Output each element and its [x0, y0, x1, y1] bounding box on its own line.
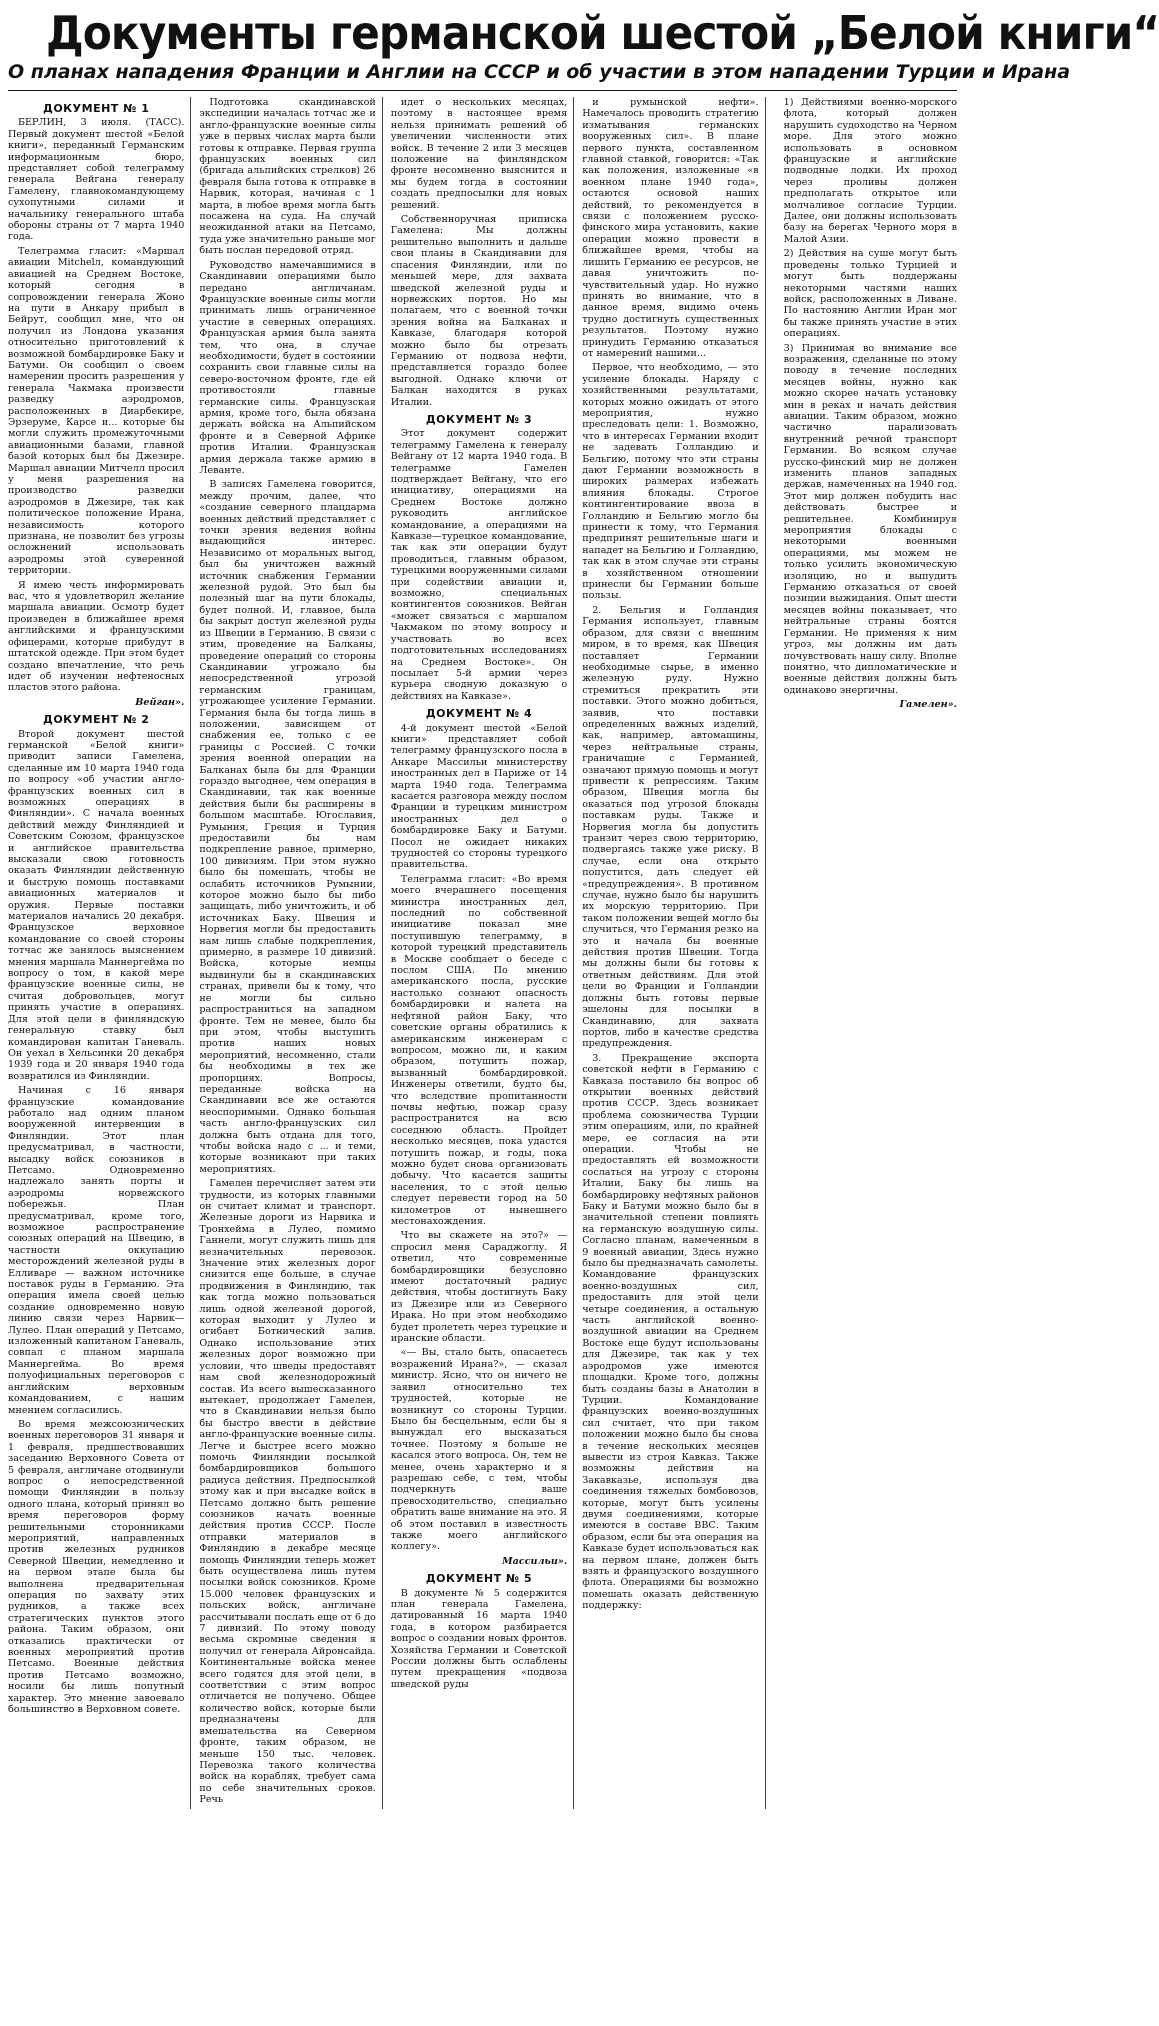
article-paragraph: БЕРЛИН, 3 июля. (ТАСС). Первый документ шестой «Белой книги», переданный Германским информационным бюро, представляет собой телеграмму генерала Вейгана генералу Гамелену, главнокомандующему сухопутными силами и начальнику генерального штаба обороны страны от 7 марта 1940 года.: [8, 117, 185, 243]
article-paragraph: В записях Гамелена говорится, между прочим, далее, что «создание северного плацдарма военных действий представляет с точки зрения ведения войны выдающийся интерес. Независимо от моральных выгод, был бы уничтожен важный источник снабжения Германии железной рудой. Это был бы полезный шаг на пути блокады, будет полной. И, главное, была бы закрыт доступ железной руды из Швеции в Германию. В связи с этим, проведение на Балканы, проведение операций со стороны Скандинавии угрожало бы непосредственной угрозой германским границам, угрожающее усиление Германии. Германия была бы тогда лишь в положении, зависящем от снабжения ее, только с ее границы с Россией. С точки зрения военной операции на Балканах была бы для Франции гораздо выгоднее, чем операция в Скандинавии, так как военные действия были бы расширены в большом масштабе. Югославия, Румыния, Греция и Турция предоставили бы нам подкрепление равное, примерно, 100 дивизиям. При этом нужно было бы помешать, чтобы не ослабить источников Румынии, которое можно было бы либо защищать, либо уничтожить, и об источниках Баку. Швеция и Норвегия могли бы предоставить нам лишь слабые подкрепления, примерно, в размере 10 дивизий. Войска, которые немцы выдвинули бы в скандинавских странах, привели бы к тому, что не могли бы сильно распространиться на западном фронте. Тем не менее, было бы при этом, чтобы выступить против наших новых мероприятий, несомненно, стали бы необходимы в тех же пропорциях. Вопросы, переданные войска на Скандинавии все же остаются неоспоримыми. Однако большая часть англо-французских сил должна быть отдана для того, чтобы войска надо с ... и теми, которые возникают при таких мероприятиях.: [199, 479, 376, 1175]
article-paragraph: Первое, что необходимо, — это усиление блокады. Наряду с хозяйственными результатами, которых можно ожидать от этого мероприятия, нужно преследовать цели: 1. Возможно, что в интересах Германии входит не задевать Голландию и Бельгию, потому что эти страны дают Германии возможность в широких размерах избежать влияния блокады. Строгое контингентирование ввоза в Голландию и Бельгию могло бы принести к тому, что Германия предпринят решительные шаги и нападет на Бельгию и Голландию, так как в этом случае эти страны в хозяйственном отношении принесли бы Германии больше пользы.: [582, 362, 759, 602]
article-paragraph: Подготовка скандинавской экспедиции началась тотчас же и англо-французские военные силы уже в первых числах марта были готовы к отправке. Первая группа французских военных сил (бригада альпийских стрелков) 26 февраля была готова к отправке в Нарвик, которая, начиная с 1 марта, в любое время могла быть посажена на суда. На случай неожиданной атаки на Петсамо, туда уже значительно раньше мог быть послан передовой отряд.: [199, 97, 376, 257]
signature: Массильи».: [502, 1555, 568, 1567]
column-1: [8, 97, 191, 1809]
article-paragraph: Телеграмма гласит: «Маршал авиации Мitchelл, командующий авиацией на Среднем Востоке, который сегодня в сопровождении генерала Жоно на пути в Анкару прибыл в Бейрут, сообщил мне, что он получил из Лондона указания относительно приготовлений к возможной бомбардировке Баку и Батуми. Он сообщил о своем намерении просить разрешения у генерала Чакмака произвести разведку аэродромов, расположенных в Диарбекире, Эрзеруме, Карсе и... которые бы могли служить промежуточными авиационными базами, главной базой которых был бы Джезире. Маршал авиации Митчелл просил у меня разрешения на производство разведки аэродромов в Джезире, так как политическое положение Ирана, независимость которого признана, не позволит без угрозы осложнений использовать аэродромы этой суверенной территории.: [8, 245, 185, 577]
article-paragraph: 3) Принимая во внимание все возражения, сделанные по этому поводу в течение последних месяцев войны, нужно как можно скорее начать установку мин в реках и начать действия авиации. Таким образом, можно частично парализовать внутренний речной транспорт Германии. Во всяком случае русско-финский мир не должен изменить планов западных держав, намеченных на 1940 год. Этот мир должен побудить нас действовать быстрее и решительнее. Комбинируя мероприятия блокады с некоторыми военными операциями, мы можем не только усилить экономическую изоляцию, но и выпудить Германию отказаться от своей позиции выжидания. Опыт шести месяцев войны показывает, что нейтральные страны боятся Германии. Не применяя к ним угроз, мы должны им дать почувствовать нашу силу. Вполне понятно, что дипломатические и военные действия должны быть одинаково энергичны.: [783, 342, 957, 696]
article-paragraph: В документе № 5 содержится план генерала Гамелена, датированный 16 марта 1940 года, в котором разбирается вопрос о создании новых фронтов. Хозяйства Германии и Советской России должны быть ослаблены путем прекращения «подвоза шведской руды: [390, 1587, 568, 1690]
article-paragraph: Этот документ содержит телеграмму Гамелена к генералу Вейгану от 12 марта 1940 года. В телеграмме Гамелен подтверждает Вейгану, что его инициативу, операциями на Среднем Востоке должно руководить английское командование, а операциями на Кавказе—турецкое командование, так как эти операции будут проводиться, главным образом, турецкими вооруженными силами при содействии авиации и, возможно, специальных контингентов союзников. Вейган «может связаться с маршалом Чакмаком по этому вопросу и участвовать во всех подготовительных исследованиях на Среднем Востоке». Он посылает 5-й армии через курьера сводную доказную о действиях на Кавказе».: [390, 428, 568, 702]
article-paragraph: Что вы скажете на это?» — спросил меня Сараджоглу. Я ответил, что современные бомбардировщики безусловно имеют достаточный радиус действия, чтобы достигнуть Баку из Джезире или из Северного Ирака. Но при этом необходимо будет пролететь через турецкие и иранские области.: [390, 1230, 568, 1345]
page-subtitle: О планах нападения Франции и Англии на СССР и об участии в этом нападении Турции и Ирана: [8, 61, 1071, 83]
article-paragraph: Телеграмма гласит: «Во время моего вчерашнего посещения министра иностранных дел, последний по собственной инициативе показал мне поступившую телеграмму, в которой турецкий представитель в Москве сообщает о беседе с послом США. По мнению американского посла, русские настолько сознают опасность бомбардировки и налета на нефтяной район Баку, что советские органы обратились к американским инженерам с вопросом, можно ли, и каким образом, потушить пожар, вызванный бомбардировкой. Инженеры ответили, будто бы, что вследствие пропитанности почвы нефтью, пожар сразу распространится на всю соседнюю область. Пройдет несколько месяцев, пока удастся потушить пожар, и годы, пока можно будет снова организовать добычу. Что касается защиты населения, то с этой целью следует перевести город на 50 километров от нынешнего местонахождения.: [390, 873, 568, 1227]
article-paragraph: и румынской нефти». Намечалось проводить стратегию изматывания германских вооруженных сил». В плане первого пункта, составленном главной ставкой, говорится: «Так как положения, изложенные «в военном плане 1940 года», остаются основой наших действий, то рекомендуется в связи с положением русско-финского мира установить, какие операции можно провести в ближайшее время, чтобы на лишить Германию ее ресурсов, не давая уничтожить по-чувствительный удар. Но нужно принять во внимание, что в данное время, видимо очень трудно достигнуть существенных результатов. Поэтому нужно принудить Германию отказаться от намерений нашими...: [582, 97, 759, 359]
article-paragraph: «— Вы, стало быть, опасаетесь возражений Ирана?», — сказал министр. Ясно, что он ничего не заявил относительно тех трудностей, которые не возникнут со стороны Турции. Было бы бесцельным, если бы я вынуждал его высказаться точнее. Поэтому я больше не касался этого вопроса. Он, тем не менее, очень характерно и я разрешаю себе, с тем, чтобы подчеркнуть ваше превосходительство, специально обратить ваше внимание на это. Я об этом поставил в известность также моего английского коллегу».: [390, 1347, 568, 1553]
document-heading: ДОКУМЕНТ № 2: [43, 713, 150, 727]
article-paragraph: идет о нескольких месяцах, поэтому в настоящее время нельзя принимать решений об увеличении численности этих войск. В течение 2 или 3 месяцев положение на финляндском фронте несомненно выяснится и мы будем тогда в состоянии создать предпосылки для новых решений.: [390, 97, 568, 211]
column-2: [199, 97, 382, 1809]
article-columns: [8, 97, 957, 1809]
document-heading: ДОКУМЕНТ № 4: [425, 707, 533, 721]
article-paragraph: Гамелен перечисляет затем эти трудности, из которых главными он считает климат и транспорт. Железные дороги из Нарвика и Тронхейма в Лулео, помимо Ганнели, могут служить лишь для незначительных перевозок. Значение этих железных дорог снизится еще больше, в случае продвижения в Финляндию, так как тогда можно пользоваться лишь одной железной дорогой, которая выходит у Лулео и огибает Ботнический залив. Однако использование этих железных дорог возможно при условии, что шведы предоставят нам свой железнодорожный состав. Из всего вышесказанного вытекает, продолжает Гамелен, что в Скандинавии нельзя было бы быстро ввести в действие англо-французские военные силы. Легче и быстрее всего можно помочь Финляндии посылкой бомбардировщиков большого радиуса действия. Предпосылкой этому как и при высадке войск в Петсамо должно быть решение союзников начать военные действия против СССР. После отправки материалов в Финляндию в декабре месяце помощь Финляндии теперь может быть осуществлена лишь путем посылки войск союзников. Кроме 15.000 человек французских и польских войск, англичане рассчитывали послать еще от 6 до 7 дивизий. По этому поводу весьма скромные сведения я получил от генерала Айронсайда. Континентальные войска менее всего годятся для этой цели, в соответствии с этим вопрос отличается не получено. Общее количество войск, которые были предназначены для вмешательства на Северном фронте, таким образом, не меньше 150 тыс. человек. Перевозка такого количества войск на кораблях, требует сама по себе значительных сроков. Речь: [199, 1178, 376, 1806]
article-paragraph: 1) Действиями военно-морского флота, который должен нарушить судоходство на Черном море. Для этого можно использовать в основном французские и английские подводные лодки. Их проход через проливы должен предполагать открытое или молчаливое согласие Турции. Далее, они должны использовать базу на берегах Черного моря в Малой Азии.: [783, 97, 957, 245]
column-3: [391, 97, 574, 1809]
page-title: Документы германской шестой „Белой книги“: [45, 6, 1159, 60]
article-paragraph: Начиная с 16 января французские командование работало над одним планом вооруженной интервенции в Финляндии. Этот план предусматривал, в частности, высадку войск союзников в Петсамо. Одновременно надлежало занять порты и аэродромы норвежского побережья. План предусматривал, кроме того, возможное распространение союзных операций на Швецию, в частности оккупацию месторождений железной руды в Елливаре — важном источнике поставок руды в Германию. Эта операция имела своей целью создание одновременно новую линию связи через Нарвик—Лулео. План операций у Петсамо, изложенный капитаном Ганеваль, совпал с планом маршала Маннергейма. Во время полуофициальных переговоров с английским верховным командованием, с нашим мнением согласились.: [8, 1085, 185, 1416]
article-paragraph: 3. Прекращение экспорта советской нефти в Германию с Кавказа поставило бы вопрос об открытии военных действий против СССР. Здесь возникает проблема союзничества Турции этим операциям, или, по крайней мере, ее согласия на эти операции. Чтобы не предоставлять ей возможности сослаться на угрозу с стороны Италии, Баку бы лишь на бомбардировку нефтяных районов Баку и Батуми можно было бы в значительной степени повлиять на германскую воздушную силы. Согласно планам, намеченным в 9 военный авиации, Здесь нужно было бы предназначать самолеты. Командование французских военно-воздушных сил, предоставить для этой цели четыре соединения, а остальную часть английской военно-воздушной авиации на Среднем Востоке еще будут использованы для Джезире, так как у тех аэродромов уже имеются площадки. Кроме того, должны быть созданы базы в Анатолии в Турции. Командование французских военно-воздушных сил считает, что при таком положении можно было бы снова в течение нескольких месяцев вывести из строя Кавказ. Также возможны действия на Закавказье, используя два соединения тяжелых бомбовозов, которые, могут быть усилены двумя соединениями, которые имеются в составе ВВС. Таким образом, если бы эта операция на Кавказе будет использоваться как на первом плане, должен быть взять и французского воздушного флота. Операциями бы возможно помешать оказать действенную поддержку:: [582, 1052, 759, 1612]
article-paragraph: 2. Бельгия и Голландия Германия использует, главным образом, для связи с внешним миром, в то время, как Швеция поставляет Германии необходимые сырье, в именно железную руду. Нужно стремиться прекратить эти поставки. Этого можно добиться, заявив, что поставки определенных важных изделий, как, например, автомашины, через нейтральные страны, граничащие с Германией, означают прямую помощь и могут привести к репрессиям. Таким образом, Швеция могла бы оказаться под угрозой блокады поставкам руды. Также и Норвегия могла бы допустить транзит через свою территорию, подвергаясь также уже риску. В случае, если она открыто попустится, дать следует ей «предупреждения». В противном случае, нужно было бы нарушить их морскую территорию. При таком положении вещей могло бы случиться, что Германия резко на это и начала бы военные действия против Швеции. Тогда мы должны были бы готовы к ответным действиям. Для этой цели во Франции и Голландии должны быть готовы первые эшелоны для посылки в Скандинавию, для захвата портов, либо в качестве средства предупреждения.: [582, 604, 759, 1050]
signature: Вейган».: [135, 696, 185, 708]
column-5: [774, 97, 957, 1809]
document-heading: ДОКУМЕНТ № 5: [425, 1572, 533, 1586]
article-paragraph: Руководство намечавшимися в Скандинавии операциями было передано англичанам. Французские военные силы могли принимать лишь ограниченное участие в северных операциях. Французская армия была занята тем, что она, в случае необходимости, будет в состоянии сохранить свои главные силы на северо-восточном фронте, где ей противостояли главные германские силы. Французская армия, кроме того, была обязана держать войска на Альпийском фронте и в Северной Африке против Италии. Французская армия держала также армию в Леванте.: [199, 259, 376, 476]
document-heading: ДОКУМЕНТ № 3: [425, 412, 533, 426]
masthead: [8, 6, 1159, 91]
article-paragraph: Собственноручная приписка Гамелена: Мы должны решительно выполнить и дальше свои планы в Скандинавии для спасения Финляндии, или по меньшей мере, для захвата шведской железной руды и норвежских портов. Но мы полагаем, что с военной точки зрения война на Балканах и Кавказе, благодаря которой можно было бы отрезать Германию от подвоза нефти, представляется гораздо более выгодной. Однако ключи от Балкан находятся в руках Италии.: [390, 214, 568, 408]
article-paragraph: 2) Действия на суше могут быть проведены только Турцией и могут быть поддержаны некоторыми частями наших войск, расположенных в Ливане. По настоянию Англии Иран мог бы также принять участие в этих операциях.: [783, 248, 957, 340]
article-paragraph: 4-й документ шестой «Белой книги» представляет собой телеграмму французского посла в Анкаре Массильи министерству иностранных дел в Париже от 14 марта 1940 года. Телеграмма касается разговора между послом Франции и турецким министром иностранных дел о бомбардировке Баку и Батуми. Посол не ожидает никаких трудностей со стороны турецкого правительства.: [390, 722, 568, 871]
article-paragraph: Я имею честь информировать вас, что я удовлетворил желание маршала авиации. Осмотр будет произведен в ближайшее время английскими и французскими офицерами, которые прибудут в штатской одежде. При этом будет создано впечатление, что речь идет об изучении нефтеносных пластов этого района.: [8, 579, 185, 694]
article-paragraph: Во время межсоюзнических военных переговоров 31 января и 1 февраля, предшествовавших заседанию Верховного Совета от 5 февраля, англичане отодвинули вопрос о непосредственной помощи Финляндии в пользу одного плана, который принял во время переговоров форму решительными сторонниками мероприятий, направленных против железных рудников Северной Швеции, немедленно и на первом этапе была бы выполнена предварительная операция по захвату этих рудников, а также всех стратегических пунктов этого района. Таким образом, они отказались практически от военных мероприятий против Петсамо. Военные действия против Петсамо возможно, носили бы лишь попутный характер. Это мнение завоевало большинство в Верховном совете.: [8, 1418, 185, 1716]
signature: Гамелен».: [899, 699, 957, 711]
column-4: [582, 97, 765, 1809]
document-heading: ДОКУМЕНТ № 1: [43, 102, 150, 115]
article-paragraph: Второй документ шестой германской «Белой книги» приводит записи Гамелена, сделанные им 10 марта 1940 года по вопросу «об участии англо-французских военных сил в возможных операциях в Финляндии». С начала военных действий между Финляндией и Советским Союзом, французское и английское правительства высказали свою готовность оказать Финляндии действенную и быструю помощь поставками авиационных материалов и оружия. Первые поставки материалов начались 20 декабря. Французское верховное командование со своей стороны тотчас же занялось выяснением мнения маршала Маннергейма по вопросу о том, в какой мере французские военные силы, не считая добровольцев, могут принять участие в операциях. Для этой цели в финляндскую генеральную ставку был командирован капитан Ганеваль. Он уехал в Хельсинки 20 декабря 1939 года и 20 января 1940 года возвратился из Финляндии.: [8, 728, 185, 1082]
